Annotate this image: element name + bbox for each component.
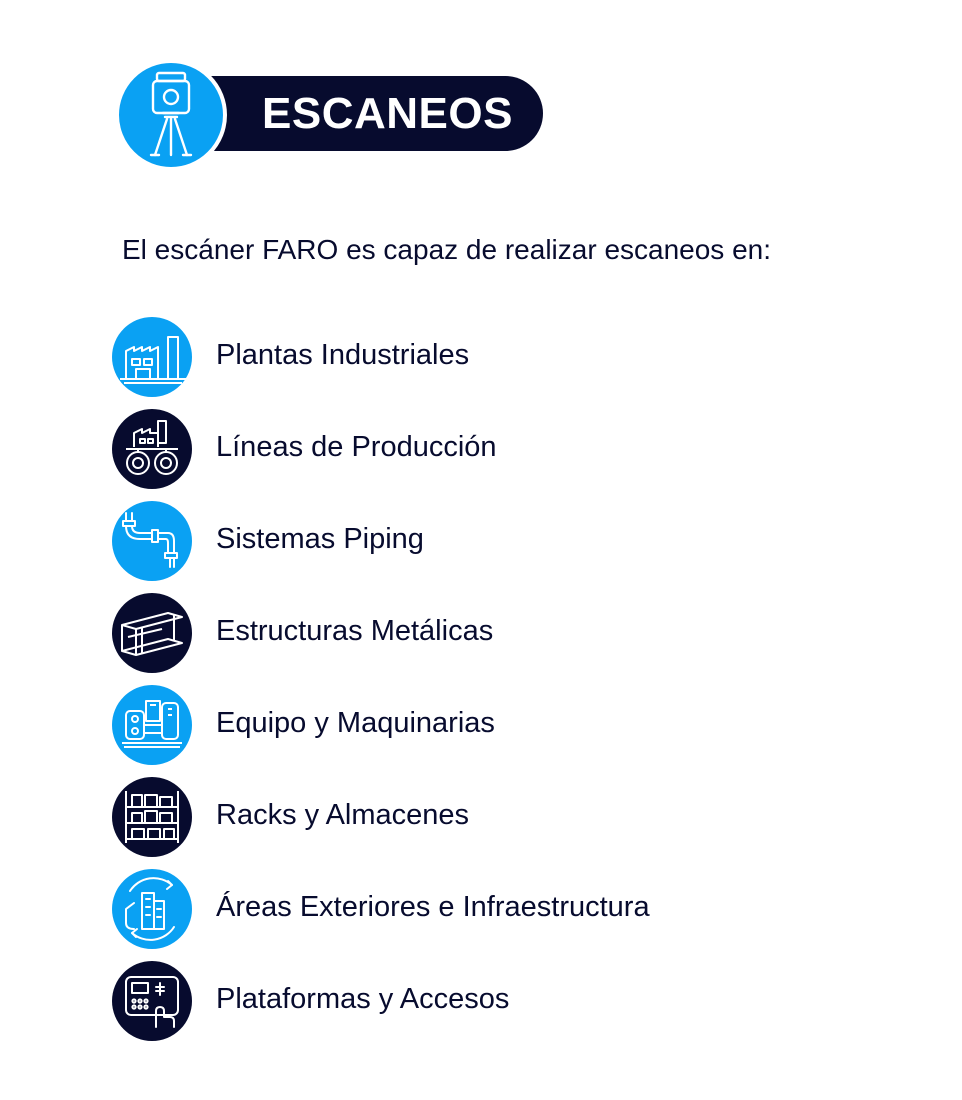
icon-circle — [112, 777, 192, 857]
machinery-icon — [112, 685, 192, 765]
list-item — [112, 409, 872, 489]
list-item — [112, 777, 872, 857]
item-label: Equipo y Maquinarias — [216, 707, 495, 739]
list-item — [112, 593, 872, 673]
list-item — [112, 685, 872, 765]
item-label: Líneas de Producción — [216, 431, 497, 463]
list-item — [112, 961, 872, 1041]
icon-circle — [112, 961, 192, 1041]
warehouse-rack-icon — [112, 777, 192, 857]
list-item — [112, 869, 872, 949]
factory-icon — [112, 317, 192, 397]
steel-beam-icon — [112, 593, 192, 673]
item-label: Sistemas Piping — [216, 523, 424, 555]
item-label: Plataformas y Accesos — [216, 983, 510, 1015]
item-label: Plantas Industriales — [216, 339, 470, 371]
item-label: Áreas Exteriores e Infraestructura — [216, 891, 650, 923]
page-title: ESCANEOS — [262, 89, 513, 138]
access-panel-icon — [112, 961, 192, 1041]
pipe-icon — [112, 501, 192, 581]
building-scan-icon — [112, 869, 192, 949]
header-icon-circle — [115, 59, 227, 171]
icon-circle — [112, 869, 192, 949]
total-station-tripod-icon — [119, 63, 223, 167]
intro-text: El escáner FARO es capaz de realizar escaneos en: — [122, 234, 772, 265]
icon-circle — [112, 685, 192, 765]
production-line-gears-icon — [112, 409, 192, 489]
list-item — [112, 501, 872, 581]
item-label: Estructuras Metálicas — [216, 615, 494, 647]
list-item — [112, 317, 872, 397]
icon-circle — [112, 593, 192, 673]
item-label: Racks y Almacenes — [216, 799, 470, 831]
icon-circle — [112, 501, 192, 581]
icon-circle — [112, 317, 192, 397]
icon-circle — [112, 409, 192, 489]
